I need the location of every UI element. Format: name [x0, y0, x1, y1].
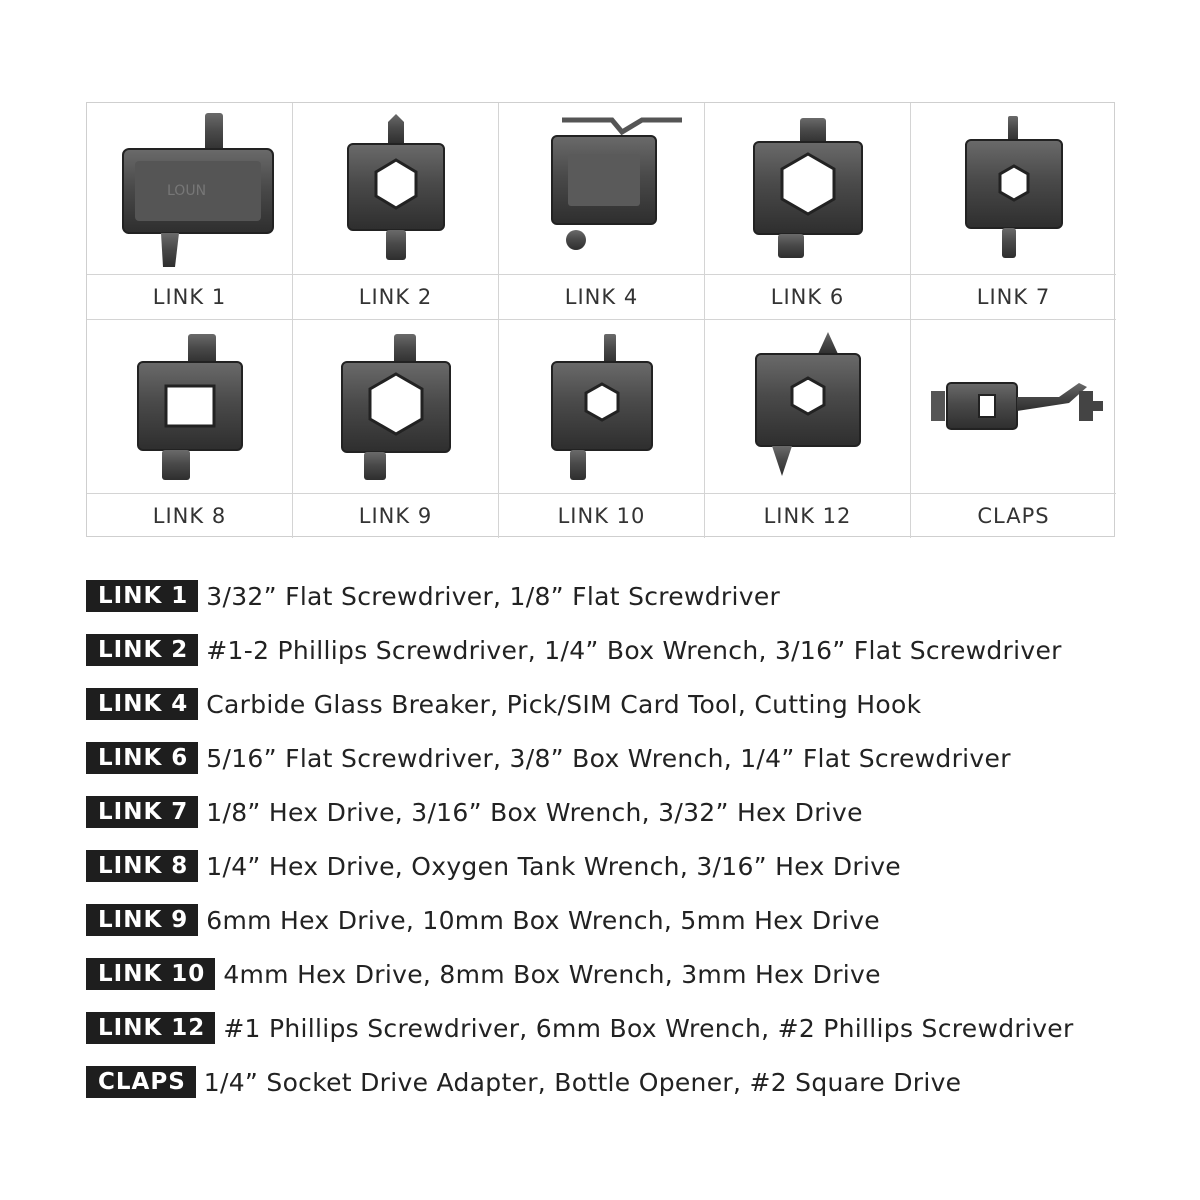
claps-image — [919, 367, 1109, 447]
grid-cell-link-9 — [293, 320, 499, 538]
link-label: LINK 2 — [293, 274, 498, 319]
link-10-image — [542, 332, 662, 482]
spec-row — [86, 1064, 961, 1100]
spec-text: 4mm Hex Drive, 8mm Box Wrench, 3mm Hex Drive — [223, 959, 881, 989]
link-label: LINK 12 — [705, 493, 910, 538]
spec-tag: LINK 6 — [86, 742, 198, 774]
spec-row — [86, 686, 921, 722]
spec-text: #1-2 Phillips Screwdriver, 1/4” Box Wrench, 3/16” Flat Screwdriver — [206, 635, 1062, 665]
grid-cell-link-2 — [293, 103, 499, 320]
link-1-image — [105, 109, 275, 269]
spec-text: 6mm Hex Drive, 10mm Box Wrench, 5mm Hex Drive — [206, 905, 880, 935]
link-9-image — [336, 332, 456, 482]
spec-text: 1/8” Hex Drive, 3/16” Box Wrench, 3/32” Hex Drive — [206, 797, 863, 827]
links-grid — [86, 102, 1115, 537]
link-4-image — [512, 114, 692, 264]
grid-cell-link-1 — [87, 103, 293, 320]
grid-cell-link-8 — [87, 320, 293, 538]
grid-cell-link-7 — [911, 103, 1116, 320]
link-label: LINK 9 — [293, 493, 498, 538]
grid-cell-link-6 — [705, 103, 911, 320]
spec-text: 5/16” Flat Screwdriver, 3/8” Box Wrench, 1/4” Flat Screwdriver — [206, 743, 1011, 773]
spec-tag: LINK 8 — [86, 850, 198, 882]
spec-row — [86, 632, 1062, 668]
spec-tag: LINK 9 — [86, 904, 198, 936]
link-label: LINK 6 — [705, 274, 910, 319]
spec-row — [86, 848, 901, 884]
link-label: LINK 1 — [87, 274, 292, 319]
spec-row — [86, 794, 863, 830]
spec-row — [86, 740, 1011, 776]
spec-text: Carbide Glass Breaker, Pick/SIM Card Tool, Cutting Hook — [206, 689, 922, 719]
svg-text:LOUN: LOUN — [166, 183, 206, 199]
spec-tag: LINK 10 — [86, 958, 215, 990]
spec-row — [86, 956, 881, 992]
grid-cell-link-12 — [705, 320, 911, 538]
link-label: LINK 7 — [911, 274, 1116, 319]
spec-text: #1 Phillips Screwdriver, 6mm Box Wrench, #2 Phillips Screwdriver — [223, 1013, 1074, 1043]
spec-tag: LINK 4 — [86, 688, 198, 720]
grid-cell-link-4 — [499, 103, 705, 320]
link-7-image — [954, 114, 1074, 264]
grid-cell-claps — [911, 320, 1116, 538]
spec-row — [86, 902, 880, 938]
spec-row — [86, 1010, 1074, 1046]
spec-text: 1/4” Hex Drive, Oxygen Tank Wrench, 3/16” Hex Drive — [206, 851, 901, 881]
link-6-image — [748, 114, 868, 264]
link-label: LINK 4 — [499, 274, 704, 319]
link-12-image — [748, 332, 868, 482]
link-label: LINK 10 — [499, 493, 704, 538]
spec-tag: LINK 7 — [86, 796, 198, 828]
link-8-image — [130, 332, 250, 482]
spec-tag: LINK 1 — [86, 580, 198, 612]
link-label: LINK 8 — [87, 493, 292, 538]
spec-text: 3/32” Flat Screwdriver, 1/8” Flat Screwdriver — [206, 581, 781, 611]
spec-tag: CLAPS — [86, 1066, 196, 1098]
link-2-image — [336, 114, 456, 264]
spec-row — [86, 578, 780, 614]
spec-tag: LINK 12 — [86, 1012, 215, 1044]
spec-tag: LINK 2 — [86, 634, 198, 666]
spec-text: 1/4” Socket Drive Adapter, Bottle Opener, #2 Square Drive — [203, 1067, 962, 1097]
link-label: CLAPS — [911, 493, 1116, 538]
grid-cell-link-10 — [499, 320, 705, 538]
